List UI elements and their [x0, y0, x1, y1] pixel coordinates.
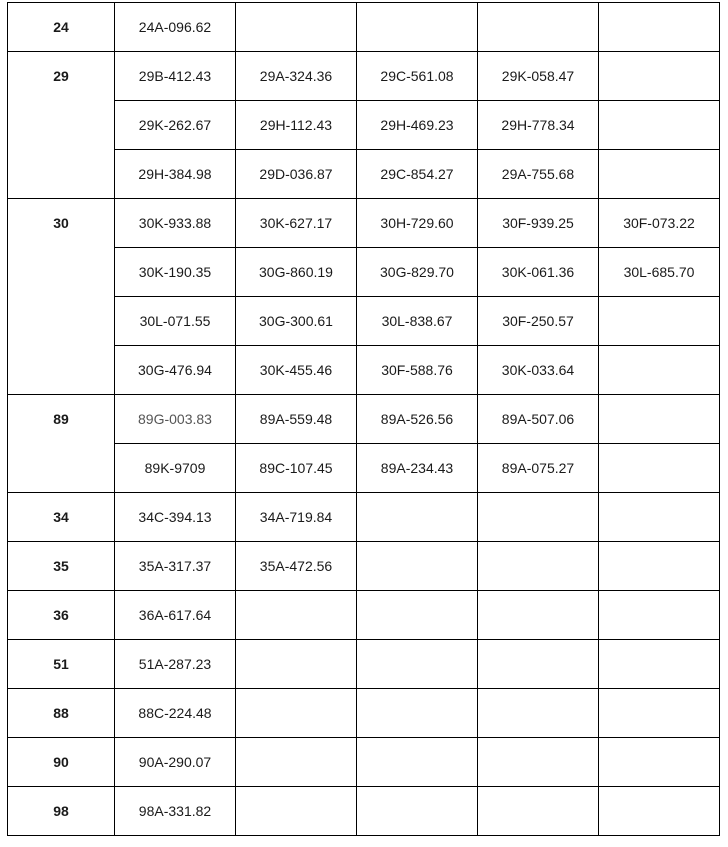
province-code-cell: 29 [8, 52, 115, 199]
plate-number-cell [478, 689, 599, 738]
plate-number-cell: 35A-317.37 [115, 542, 236, 591]
table-row [8, 297, 720, 346]
plate-number-cell [236, 640, 357, 689]
plate-number-cell [236, 591, 357, 640]
plate-number-cell [357, 787, 478, 836]
plate-number-cell: 30K-455.46 [236, 346, 357, 395]
plate-number-cell [599, 52, 720, 101]
plate-number-cell [478, 738, 599, 787]
plate-number-cell: 29K-058.47 [478, 52, 599, 101]
table-row [8, 52, 720, 101]
province-code-cell: 51 [8, 640, 115, 689]
plate-number-cell: 29B-412.43 [115, 52, 236, 101]
plate-number-cell [478, 3, 599, 52]
plate-number-cell [357, 640, 478, 689]
plate-number-cell: 88C-224.48 [115, 689, 236, 738]
plate-number-cell: 89A-507.06 [478, 395, 599, 444]
license-plate-table [7, 2, 720, 836]
table-row [8, 101, 720, 150]
plate-number-cell: 29C-854.27 [357, 150, 478, 199]
province-code-cell: 89 [8, 395, 115, 493]
plate-number-cell: 30K-190.35 [115, 248, 236, 297]
province-code-cell: 98 [8, 787, 115, 836]
plate-number-cell: 24A-096.62 [115, 3, 236, 52]
plate-number-cell: 30F-939.25 [478, 199, 599, 248]
plate-number-cell [357, 542, 478, 591]
table-row [8, 199, 720, 248]
plate-number-cell [599, 101, 720, 150]
plate-number-cell: 89A-234.43 [357, 444, 478, 493]
plate-number-cell [357, 689, 478, 738]
table-row [8, 3, 720, 52]
plate-number-cell: 30L-071.55 [115, 297, 236, 346]
plate-number-cell: 29H-469.23 [357, 101, 478, 150]
plate-number-cell: 29A-755.68 [478, 150, 599, 199]
plate-number-cell [599, 640, 720, 689]
plate-number-cell [236, 738, 357, 787]
plate-number-cell [599, 591, 720, 640]
plate-number-cell: 30K-061.36 [478, 248, 599, 297]
plate-number-cell [478, 493, 599, 542]
plate-number-cell: 30K-933.88 [115, 199, 236, 248]
plate-number-cell: 89K-9709 [115, 444, 236, 493]
plate-number-cell: 51A-287.23 [115, 640, 236, 689]
table-row [8, 248, 720, 297]
plate-number-cell: 30F-588.76 [357, 346, 478, 395]
plate-number-cell [357, 3, 478, 52]
plate-number-cell: 30L-838.67 [357, 297, 478, 346]
province-code-cell: 88 [8, 689, 115, 738]
province-code-cell: 24 [8, 3, 115, 52]
table-row [8, 689, 720, 738]
table-row [8, 444, 720, 493]
plate-number-cell: 30G-860.19 [236, 248, 357, 297]
plate-number-cell: 30K-627.17 [236, 199, 357, 248]
province-code-cell: 34 [8, 493, 115, 542]
plate-number-cell: 30G-300.61 [236, 297, 357, 346]
plate-number-cell [599, 346, 720, 395]
table-row [8, 493, 720, 542]
plate-number-cell [599, 3, 720, 52]
plate-number-cell [478, 640, 599, 689]
plate-number-cell: 30F-250.57 [478, 297, 599, 346]
plate-number-cell: 29H-384.98 [115, 150, 236, 199]
plate-number-cell: 98A-331.82 [115, 787, 236, 836]
plate-number-cell: 30F-073.22 [599, 199, 720, 248]
plate-number-cell: 29C-561.08 [357, 52, 478, 101]
plate-number-cell: 30G-476.94 [115, 346, 236, 395]
table-row [8, 738, 720, 787]
plate-number-cell [599, 787, 720, 836]
plate-number-cell: 29A-324.36 [236, 52, 357, 101]
province-code-cell: 30 [8, 199, 115, 395]
plate-number-cell: 34C-394.13 [115, 493, 236, 542]
plate-number-cell: 30G-829.70 [357, 248, 478, 297]
plate-number-cell: 89G-003.83 [115, 395, 236, 444]
plate-number-cell [599, 150, 720, 199]
plate-number-cell [599, 395, 720, 444]
plate-number-cell [599, 297, 720, 346]
plate-number-cell: 90A-290.07 [115, 738, 236, 787]
plate-number-cell: 29K-262.67 [115, 101, 236, 150]
province-code-cell: 90 [8, 738, 115, 787]
plate-number-cell: 36A-617.64 [115, 591, 236, 640]
plate-number-cell: 89A-075.27 [478, 444, 599, 493]
plate-number-cell [236, 689, 357, 738]
plate-number-cell [357, 493, 478, 542]
plate-number-cell [357, 738, 478, 787]
plate-number-cell [236, 787, 357, 836]
plate-number-cell [599, 542, 720, 591]
province-code-cell: 35 [8, 542, 115, 591]
plate-number-cell: 35A-472.56 [236, 542, 357, 591]
table-row [8, 346, 720, 395]
plate-number-cell: 30K-033.64 [478, 346, 599, 395]
plate-number-cell [478, 787, 599, 836]
province-code-cell: 36 [8, 591, 115, 640]
plate-table-body [8, 3, 720, 836]
table-row [8, 640, 720, 689]
plate-number-cell [357, 591, 478, 640]
plate-number-cell [236, 3, 357, 52]
table-row [8, 150, 720, 199]
table-row [8, 591, 720, 640]
plate-number-cell: 29H-778.34 [478, 101, 599, 150]
plate-number-cell [599, 444, 720, 493]
plate-number-cell: 30H-729.60 [357, 199, 478, 248]
plate-number-cell [599, 689, 720, 738]
plate-number-cell [478, 542, 599, 591]
plate-number-cell: 34A-719.84 [236, 493, 357, 542]
plate-number-cell: 29D-036.87 [236, 150, 357, 199]
table-row [8, 787, 720, 836]
plate-number-cell: 89A-559.48 [236, 395, 357, 444]
plate-number-cell [478, 591, 599, 640]
table-row [8, 395, 720, 444]
plate-number-cell: 89A-526.56 [357, 395, 478, 444]
plate-number-cell: 29H-112.43 [236, 101, 357, 150]
plate-number-cell: 30L-685.70 [599, 248, 720, 297]
plate-number-cell: 89C-107.45 [236, 444, 357, 493]
table-row [8, 542, 720, 591]
plate-number-cell [599, 493, 720, 542]
plate-number-cell [599, 738, 720, 787]
